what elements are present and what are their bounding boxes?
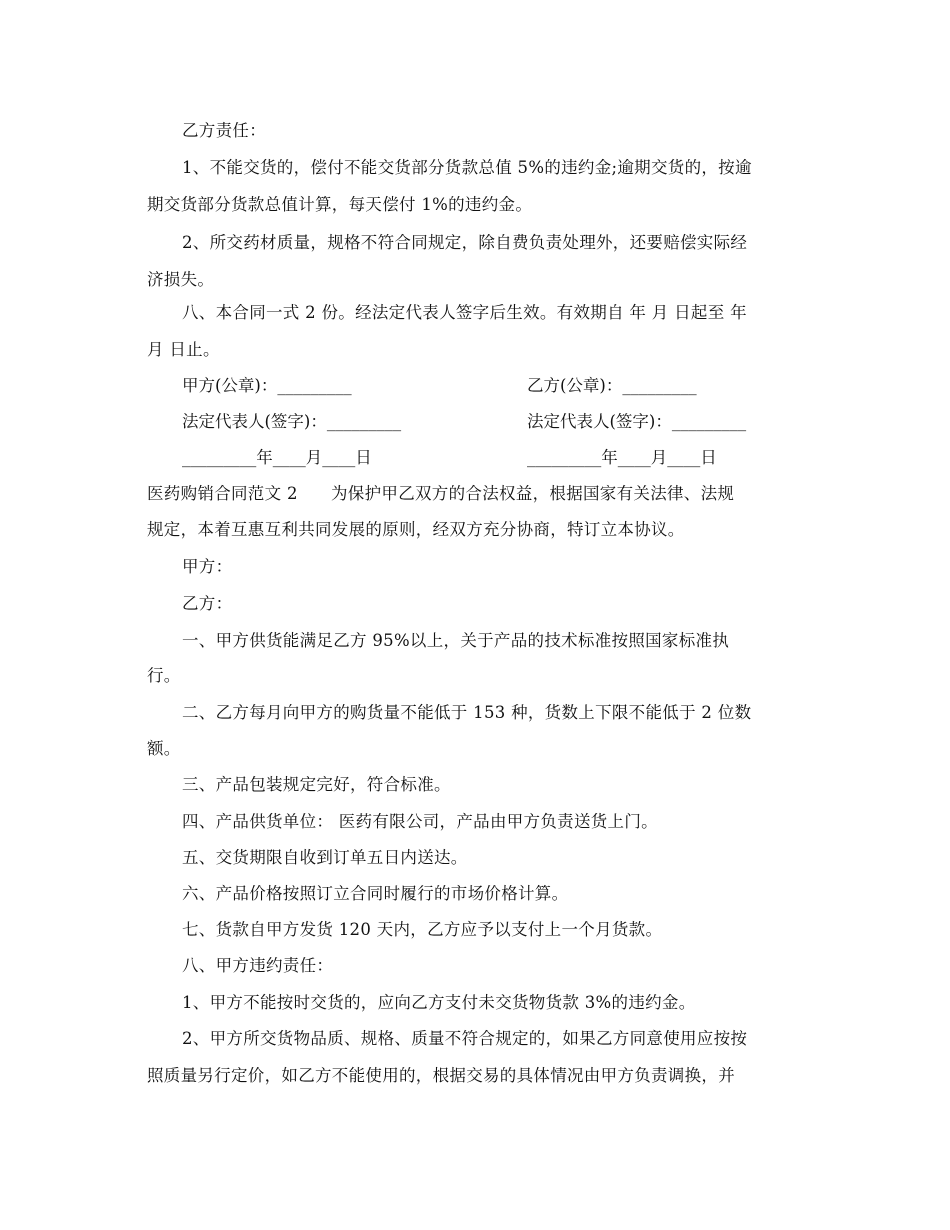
party-a-date-line: _________年____月____日 (182, 448, 372, 467)
text-line: 七、货款自甲方发货 120 天内，乙方应予以支付上一个月货款。 (182, 920, 663, 939)
party-a-label: 甲方： (182, 557, 233, 576)
text-line: 2、甲方所交货物品质、规格、质量不符合规定的，如果乙方同意使用应按按 (182, 1029, 748, 1048)
section-title-line: 医药购销合同范文 2 为保护甲乙双方的合法权益，根据国家有关法律、法规 (147, 484, 735, 503)
text-line: 三、产品包装规定完好，符合标准。 (182, 775, 451, 794)
text-line: 1、不能交货的，偿付不能交货部分货款总值 5%的违约金;逾期交货的，按逾 (182, 158, 752, 177)
text-line: 五、交货期限自收到订单五日内送达。 (182, 848, 468, 867)
text-line: 八、甲方违约责任： (182, 956, 334, 975)
party-a-seal-line: 甲方(公章)：_________ (182, 376, 352, 395)
party-a-representative-line: 法定代表人(签字)：_________ (182, 412, 402, 431)
party-b-date-line: _________年____月____日 (527, 448, 717, 467)
text-line: 四、产品供货单位： 医药有限公司，产品由甲方负责送货上门。 (182, 812, 658, 831)
text-line: 月 日止。 (147, 340, 220, 359)
text-line: 照质量另行定价，如乙方不能使用的，根据交易的具体情况由甲方负责调换，并 (147, 1066, 735, 1085)
text-line: 1、甲方不能按时交货的，应向乙方支付未交货物货款 3%的违约金。 (182, 993, 696, 1012)
text-line: 济损失。 (147, 270, 215, 289)
text-line: 2、所交药材质量，规格不符合同规定，除自费负责处理外，还要赔偿实际经 (182, 233, 748, 252)
text-line: 六、产品价格按照订立合同时履行的市场价格计算。 (182, 884, 569, 903)
text-line: 期交货部分货款总值计算，每天偿付 1%的违约金。 (147, 195, 533, 214)
party-b-label: 乙方： (182, 594, 233, 613)
text-line: 乙方责任： (182, 121, 266, 140)
text-line: 额。 (147, 739, 181, 758)
party-b-seal-line: 乙方(公章)：_________ (527, 376, 697, 395)
text-line: 一、甲方供货能满足乙方 95%以上，关于产品的技术标准按照国家标准执 (182, 631, 730, 650)
text-line: 八、本合同一式 2 份。经法定代表人签字后生效。有效期自 年 月 日起至 年 (182, 303, 747, 322)
text-line: 规定，本着互惠互利共同发展的原则，经双方充分协商，特订立本协议。 (147, 520, 685, 539)
text-line: 行。 (147, 666, 181, 685)
party-b-representative-line: 法定代表人(签字)：_________ (527, 412, 747, 431)
text-line: 二、乙方每月向甲方的购货量不能低于 153 种，货数上下限不能低于 2 位数 (182, 703, 752, 722)
